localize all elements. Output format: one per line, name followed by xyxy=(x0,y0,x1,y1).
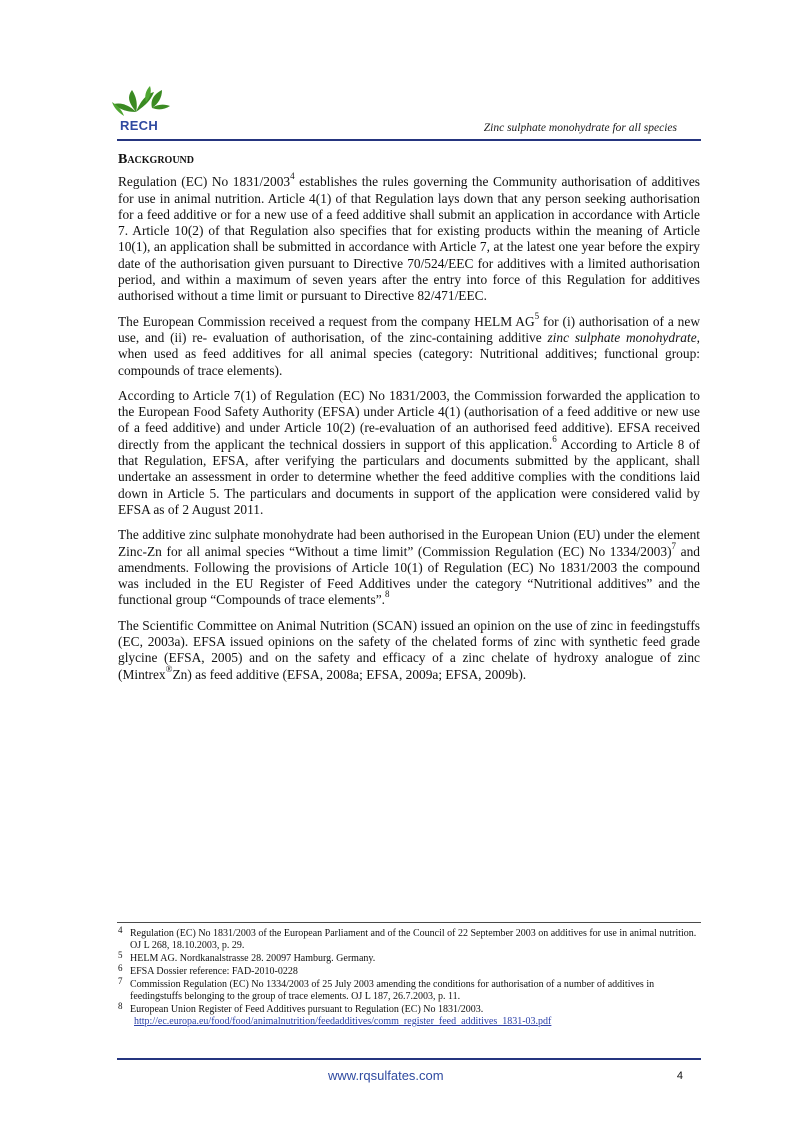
footnote-item xyxy=(118,925,702,952)
header-document-title: Zinc sulphate monohydrate for all species xyxy=(483,122,677,134)
footnote-ref-8[interactable]: 8 xyxy=(385,589,390,600)
footnote-text: EFSA Dossier reference: FAD-2010-0228 xyxy=(130,966,298,977)
footer-website-link[interactable]: www.rqsulfates.com xyxy=(328,1068,444,1083)
footnote-number: 7 xyxy=(118,976,123,986)
footnote-ref-4[interactable]: 4 xyxy=(290,171,295,182)
paragraph-regulation: Regulation (EC) No 1831/2003$^4$ establishes the rules governing the Community authorisation of additives for use in animal nutrition. Article 4(1) of that Regulation lays down that any person seeking authorisation for a feed additive or for a new use of a feed additive shall submit an application in accordance with Article 7. Article 10(2) of that Regulation also specifies that for existing products within the meaning of Article 10(1), an application shall be submitted in accordance with Article 7, at the latest one year before the expiry date of the authorisation given pursuant to Directive 70/524/EEC for additives with a limited authorisation period, and within a maximum of seven years after the entry into force of this Regulation for additives authorised without a time limit or pursuant to Directive 82/471/EEC. xyxy=(118,171,700,304)
footnote-number: 5 xyxy=(118,950,123,960)
paragraph-scan-opinions: The Scientific Committee on Animal Nutrition (SCAN) issued an opinion on the use of zinc in feedingstuffs (EC, 2003a). EFSA issued opinions on the safety of the chelated forms of zinc with synthetic feed grade glycine (EFSA, 2005) and on the safety and efficacy of a zinc chelate of hydroxy analogue of zinc (Mintrex®Zn) as feed additive (EFSA, 2008a; EFSA, 2009a; EFSA, 2009b). xyxy=(118,617,700,682)
footnote-text: Commission Regulation (EC) No 1334/2003 of 25 July 2003 amending the conditions for authorisation of a number of additives in feedingstuffs belonging to the group of trace elements. OJ L 187, 26.7.2003, p. 11. xyxy=(130,979,655,1002)
footnote-text: Regulation (EC) No 1831/2003 of the European Parliament and of the Council of 22 September 2003 on additives for use in animal nutrition. OJ L 268, 18.10.2003, p. 29. xyxy=(130,928,697,951)
footnote-text: HELM AG. Nordkanalstrasse 28. 20097 Hamburg. Germany. xyxy=(130,953,376,964)
registered-mark: ® xyxy=(165,663,173,674)
footnote-ref-5[interactable]: 5 xyxy=(534,310,540,321)
footnote-number: 6 xyxy=(118,963,123,973)
footnote-item xyxy=(118,950,702,965)
footnotes xyxy=(118,925,702,1029)
page-number: 4 xyxy=(676,1070,683,1082)
paragraph-request: The European Commission received a request from the company HELM $AG^5$ for (i) authorisation of a new use, and (ii) re- evaluation of authorisation, of the zinc-containing additive zinc sulphate monohydrate, when used as feed additives for all animal species (category: Nutritional additives; functional group: compounds of trace elements). xyxy=(118,310,700,378)
main-content xyxy=(118,152,700,692)
footnote-item xyxy=(118,976,702,1003)
section-heading: Background xyxy=(118,152,195,167)
footnote-divider xyxy=(117,922,701,923)
footnote-register-link[interactable]: http://ec.europa.eu/food/food/animalnutrition/feedadditives/comm_register_feed_additives_1831-03.pdf xyxy=(134,1016,552,1027)
paragraph-authorisation-history: The additive zinc sulphate monohydrate had been authorised in the European Union (EU) under the element Zinc-Zn for all animal species “Without a time limit” (Commission Regulation (EC) No 1334/2003)$^7$ and amendments. Following the provisions of Article 10(1) of Regulation (EC) No 1831/2003 the compound was included in the EU Register of Feed Additives under the category “Nutritional additives” and the functional group “Compounds of trace elements”.$^8$ xyxy=(118,527,700,608)
footnote-item xyxy=(118,1001,702,1028)
header-divider xyxy=(117,139,701,141)
footer-divider xyxy=(117,1058,701,1060)
footnote-ref-7[interactable]: 7 xyxy=(671,540,677,551)
footnote-item xyxy=(118,963,702,978)
paragraph-procedure: According to Article 7(1) of Regulation (EC) No 1831/2003, the Commission forwarded the application to the European Food Safety Authority (EFSA) under Article 4(1) (authorisation of a feed additive or new use of a feed additive) and under Article 10(2) (re-evaluation of an authorised feed additive). EFSA received directly from the applicant the technical dossiers in support of this application.$^6$ According to Article 8 of that Regulation, EFSA, after verifying the particulars and documents submitted by the applicant, shall undertake an assessment in order to determine whether the feed additive complies with the conditions laid down in Article 5. The particulars and documents in support of the application were considered valid by EFSA as of 2 August 2011. xyxy=(118,387,700,517)
logo-text: RECH xyxy=(120,118,159,133)
footnote-ref-6[interactable]: 6 xyxy=(552,433,557,444)
footnote-number: 8 xyxy=(118,1001,123,1011)
footnote-number: 4 xyxy=(118,925,123,935)
footnote-text: European Union Register of Feed Additives pursuant to Regulation (EC) No 1831/2003. xyxy=(130,1004,484,1015)
